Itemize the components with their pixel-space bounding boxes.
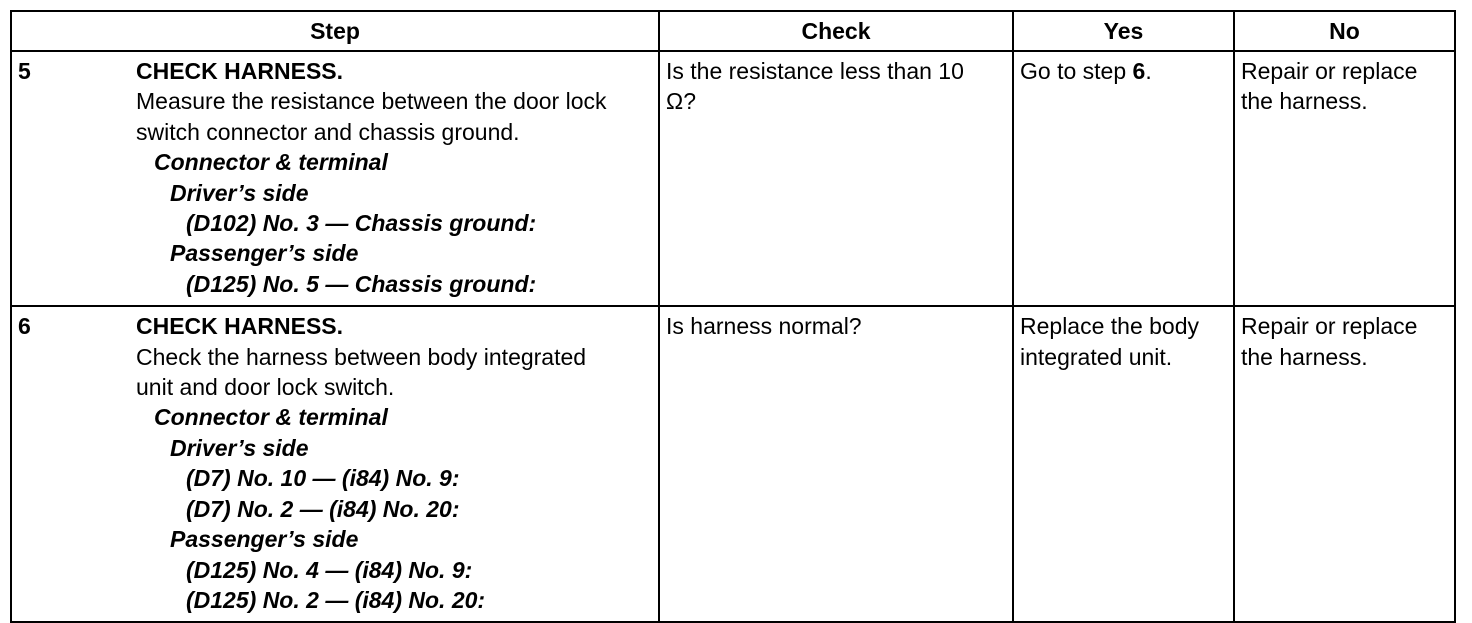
step-number: 6 bbox=[18, 313, 31, 340]
no-line: Repair or replace bbox=[1241, 313, 1418, 340]
no-line: the harness. bbox=[1241, 88, 1368, 115]
step-body bbox=[136, 56, 652, 299]
step-cell bbox=[11, 306, 659, 622]
no-cell bbox=[1234, 51, 1455, 306]
yes-text: Go to step 6. bbox=[1020, 58, 1152, 84]
yes-cell bbox=[1013, 306, 1234, 622]
terminal-item: (D102) No. 3 — Chassis ground: bbox=[186, 210, 537, 237]
header-yes: Yes bbox=[1013, 11, 1234, 51]
check-line: Is the resistance less than 10 bbox=[666, 58, 964, 84]
yes-cell bbox=[1013, 51, 1234, 306]
driver-side-label: Driver’s side bbox=[170, 179, 309, 206]
terminal-item: (D7) No. 10 — (i84) No. 9: bbox=[186, 465, 460, 492]
step-desc-line: switch connector and chassis ground. bbox=[136, 118, 520, 145]
check-line: Is harness normal? bbox=[666, 313, 862, 340]
step-desc-line: Check the harness between body integrated bbox=[136, 343, 587, 370]
terminal-item: (D7) No. 2 — (i84) No. 20: bbox=[186, 495, 460, 522]
step-desc-line: unit and door lock switch. bbox=[136, 374, 395, 401]
step-body bbox=[136, 311, 652, 615]
terminal-item: (D125) No. 4 — (i84) No. 9: bbox=[186, 556, 473, 583]
step-link: 6 bbox=[1132, 58, 1146, 84]
yes-line: integrated unit. bbox=[1020, 343, 1173, 370]
header-step: Step bbox=[11, 11, 659, 51]
table-row bbox=[11, 306, 1455, 622]
no-line: Repair or replace bbox=[1241, 58, 1418, 84]
passenger-side-label: Passenger’s side bbox=[170, 240, 359, 267]
terminal-item: (D125) No. 5 — Chassis ground: bbox=[186, 270, 537, 297]
header-check: Check bbox=[659, 11, 1013, 51]
header-row bbox=[11, 11, 1455, 51]
no-cell bbox=[1234, 306, 1455, 622]
table-row bbox=[11, 51, 1455, 306]
step-title: CHECK HARNESS. bbox=[136, 58, 344, 84]
no-line: the harness. bbox=[1241, 343, 1368, 370]
connector-heading: Connector & terminal bbox=[154, 404, 388, 431]
yes-line: Replace the body bbox=[1020, 313, 1200, 340]
step-desc-line: Measure the resistance between the door lock bbox=[136, 88, 607, 115]
step-title: CHECK HARNESS. bbox=[136, 313, 344, 340]
passenger-side-label: Passenger’s side bbox=[170, 526, 359, 553]
header-no: No bbox=[1234, 11, 1455, 51]
terminal-item: (D125) No. 2 — (i84) No. 20: bbox=[186, 586, 486, 613]
check-cell bbox=[659, 306, 1013, 622]
step-number: 5 bbox=[18, 58, 31, 84]
diagnostic-table bbox=[10, 10, 1456, 623]
check-cell bbox=[659, 51, 1013, 306]
driver-side-label: Driver’s side bbox=[170, 434, 309, 461]
check-line: Ω? bbox=[666, 88, 696, 115]
step-cell bbox=[11, 51, 659, 306]
connector-heading: Connector & terminal bbox=[154, 149, 388, 176]
